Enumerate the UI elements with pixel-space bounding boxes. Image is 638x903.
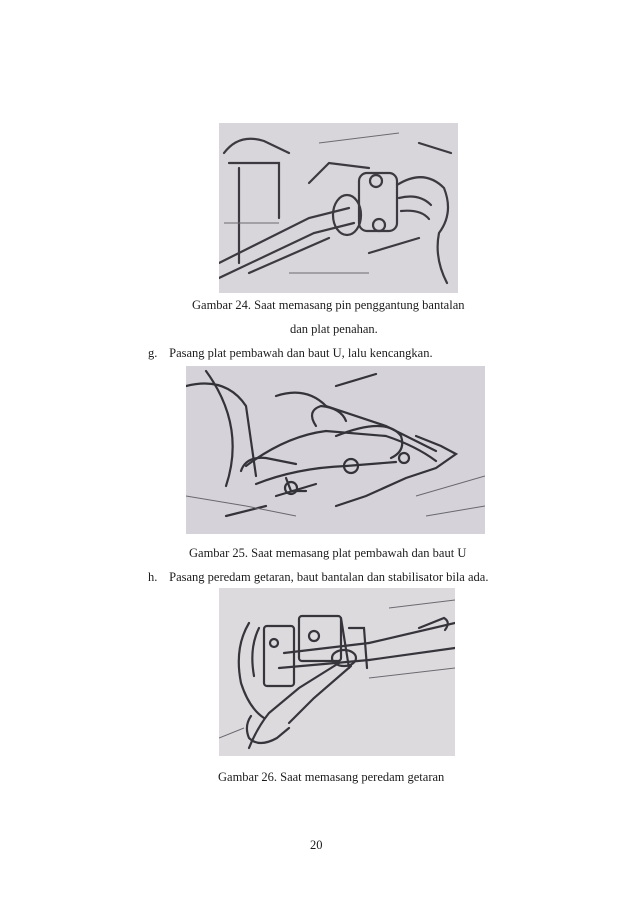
figure-24-image [219,123,458,293]
figure-26-caption: Gambar 26. Saat memasang peredam getaran [218,770,445,784]
figure-26-illustration [219,588,455,756]
step-marker: h. [148,570,158,584]
step-text: Pasang peredam getaran, baut bantalan dan stabilisator bila ada. [169,570,489,584]
step-text: Pasang plat pembawah dan baut U, lalu kencangkan. [169,346,433,360]
figure-25-image [186,366,485,534]
step-h [148,569,488,585]
figure-24-caption-line1: Gambar 24. Saat memasang pin penggantung bantalan [192,298,465,312]
page-number: 20 [310,838,323,852]
step-marker: g. [148,346,158,360]
figure-26-image [219,588,455,756]
figure-25-illustration [186,366,485,534]
figure-24-caption-line2: dan plat penahan. [290,322,378,336]
figure-25-caption: Gambar 25. Saat memasang plat pembawah dan baut U [189,546,467,560]
step-g [148,345,433,361]
figure-24-illustration [219,123,458,293]
